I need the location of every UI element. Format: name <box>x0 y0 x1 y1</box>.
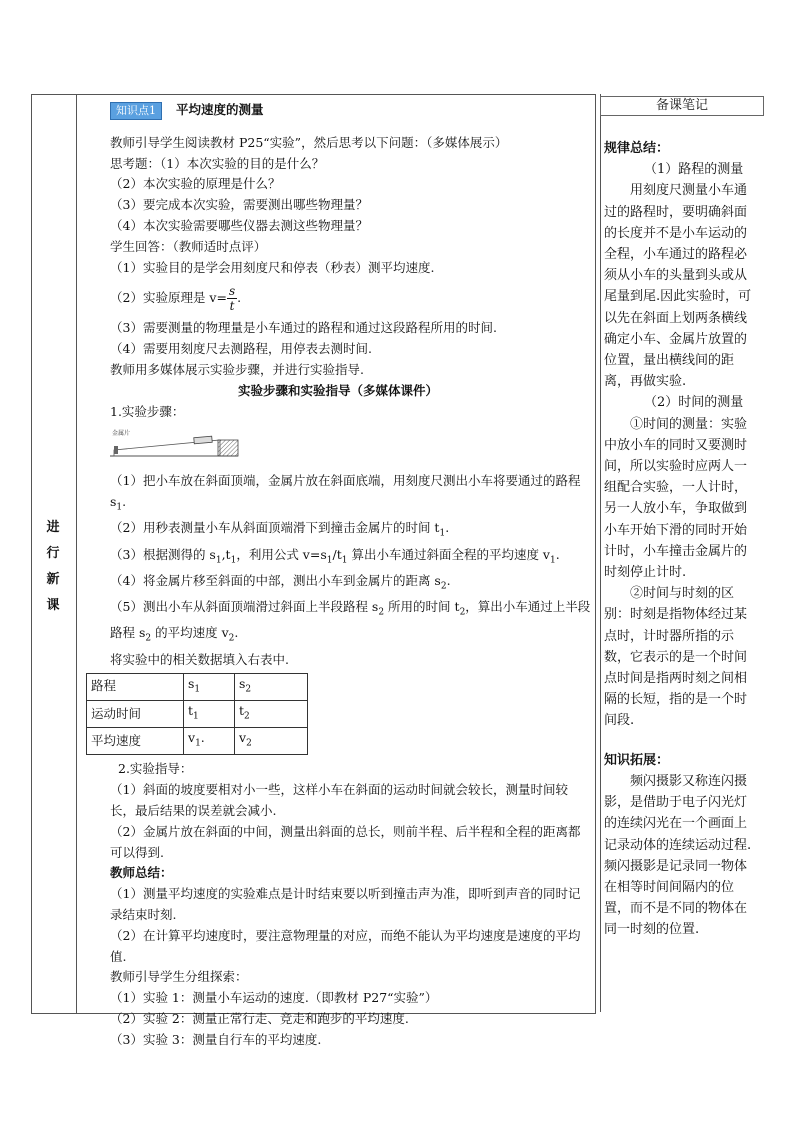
data-table <box>86 673 308 756</box>
step-item: （3）根据测得的 $s_1,t_1$，利用公式 $v=s_1/t_1$ 算出小车通过斜面全程的平均速度 $v_1$. <box>110 546 560 566</box>
rule-subtitle: （1）路程的测量 <box>644 162 744 178</box>
intro-text: 教师引导学生阅读教材 P25“实验”，然后思考以下问题：（多媒体展示） <box>110 134 508 150</box>
table-row <box>87 728 308 755</box>
formula-numerator: s <box>228 283 236 298</box>
explore-item: （2）实验 2：测量正常行走、竞走和跑步的平均速度. <box>110 1010 409 1026</box>
velocity-formula <box>227 284 237 313</box>
table-cell: $t_1$ <box>184 700 235 727</box>
diagram-label: 金属片 <box>112 431 131 438</box>
incline-diagram <box>110 428 592 465</box>
table-cell: $t_2$ <box>235 700 308 727</box>
metal-plate <box>114 446 118 454</box>
explore-item: （1）实验 1：测量小车运动的速度.（即教材 P27“实验”） <box>110 990 438 1006</box>
lesson-content <box>84 100 592 1051</box>
step-item: （1）把小车放在斜面顶端，金属片放在斜面底端，用刻度尺测出小车将要通过的路程 $s_1$. <box>110 473 581 513</box>
support-block <box>218 440 238 456</box>
section-label <box>31 515 75 619</box>
guide-label: 2.实验指导： <box>118 761 193 777</box>
guide-item: （1）斜面的坡度要相对小一些，这样小车在斜面的运动时间就会较长，测量时间较长，最后结果的误差就会减小. <box>110 782 568 819</box>
notes-header: 备课笔记 <box>600 96 764 116</box>
table-cell: 平均速度 <box>87 728 184 755</box>
rule-subtitle: （2）时间的测量 <box>644 395 744 411</box>
table-row <box>87 700 308 727</box>
step-item: （5）测出小车从斜面顶端滑过斜面上半段路程 $s_2$ 所用的时间 $t_2$，算出小车通过上半段路程 $s_2$ 的平均速度 $v_2$. <box>110 599 591 644</box>
toy-cart <box>194 437 212 445</box>
table-cell: 路程 <box>87 673 184 700</box>
steps-label: 1.实验步骤： <box>110 403 185 419</box>
step-item: （2）用秒表测量小车从斜面顶端滑下到撞击金属片的时间 $t_1$. <box>110 520 450 539</box>
table-cell: $v_1$. <box>184 728 235 755</box>
incline-illustration <box>110 428 240 458</box>
side-notes <box>604 100 758 941</box>
answer-item: （2）实验原理是 v= <box>110 289 227 305</box>
table-row <box>87 673 308 700</box>
section-label-char: 课 <box>46 598 60 613</box>
answer-formula-row <box>84 278 592 318</box>
steps-title: 实验步骤和实验指导（多媒体课件） <box>237 382 438 398</box>
guide-item: （2）金属片放在斜面的中间，测量出斜面的总长，则前半程、后半程和全程的距离都可以得到. <box>110 823 581 860</box>
question-item: 思考题：（1）本次实验的目的是什么？ <box>110 155 325 171</box>
question-item: （4）本次实验需要哪些仪器去测这些物理量？ <box>110 217 368 233</box>
summary-item: （2）在计算平均速度时，要注意物理量的对应，而绝不能认为平均速度是速度的平均值. <box>110 927 581 964</box>
knowledge-badge: 知识点1 <box>110 102 162 120</box>
section-heading <box>84 100 592 121</box>
extension-text: 频闪摄影又称连闪摄影，是借助于电子闪光灯的连续闪光在一个画面上记录动体的连续运动过程.频闪摄影是记录同一物体在相等时间间隔内的位置，而不是不同的物体在同一时刻的位置. <box>604 773 752 938</box>
rule-text: ①时间的测量：实验中放小车的同时又要测时间，所以实验时应两人一组配合实验，一人计时，另一人放小车，争取做到小车开始下滑的同时开始计时，小车撞击金属片的时刻停止计时. <box>604 416 748 581</box>
step-item: （4）将金属片移至斜面的中部，测出小车到金属片的距离 $s_2$. <box>110 572 451 592</box>
answer-suffix: . <box>237 289 242 305</box>
question-item: （2）本次实验的原理是什么？ <box>110 176 281 192</box>
extension-title: 知识拓展： <box>604 752 670 768</box>
summary-label: 教师总结： <box>110 865 173 881</box>
answer-item: （1）实验目的是学会用刻度尺和停表（秒表）测平均速度. <box>110 259 435 275</box>
section-label-char: 行 <box>46 546 60 561</box>
summary-item: （1）测量平均速度的实验难点是计时结束要以听到撞击声为准，即听到声音的同时记录结束时刻. <box>110 886 581 922</box>
section-title: 平均速度的测量 <box>176 102 264 117</box>
explore-label: 教师引导学生分组探索： <box>110 969 248 985</box>
table-cell: 运动时间 <box>87 700 184 727</box>
section-label-char: 进 <box>46 520 60 535</box>
teacher-show-text: 教师用多媒体展示实验步骤，并进行实验指导. <box>110 361 364 377</box>
explore-item: （3）实验 3：测量自行车的平均速度. <box>110 1031 322 1047</box>
answer-item: （3）需要测量的物理量是小车通过的路程和通过这段路程所用的时间. <box>110 320 497 336</box>
rule-title: 规律总结： <box>604 141 670 156</box>
table-intro: 将实验中的相关数据填入右表中. <box>110 651 289 667</box>
section-label-char: 新 <box>46 572 60 587</box>
table-cell: $s_2$ <box>235 673 308 700</box>
answers-label: 学生回答：（教师适时点评） <box>110 238 267 254</box>
question-item: （3）要完成本次实验，需要测出哪些物理量？ <box>110 197 368 213</box>
rule-text: 用刻度尺测量小车通过的路程时，要明确斜面的长度并不是小车运动的全程，小车通过的路程必须从小车的头量到头或从尾量到尾.因此实验时，可以先在斜面上划两条横线确定小车、金属片放置的位置，量出横线间的距离，再做实验. <box>604 183 752 390</box>
formula-denominator: t <box>229 298 235 313</box>
answer-item: （4）需要用刻度尺去测路程，用停表去测时间. <box>110 341 372 357</box>
table-cell: $v_2$ <box>235 728 308 755</box>
table-cell: $s_1$ <box>184 673 235 700</box>
rule-text: ②时间与时刻的区别：时刻是指物体经过某点时，计时器所指的示数，它表示的是一个时间点时间是指两时刻之间相隔的长短，指的是一个时间段. <box>604 586 748 729</box>
